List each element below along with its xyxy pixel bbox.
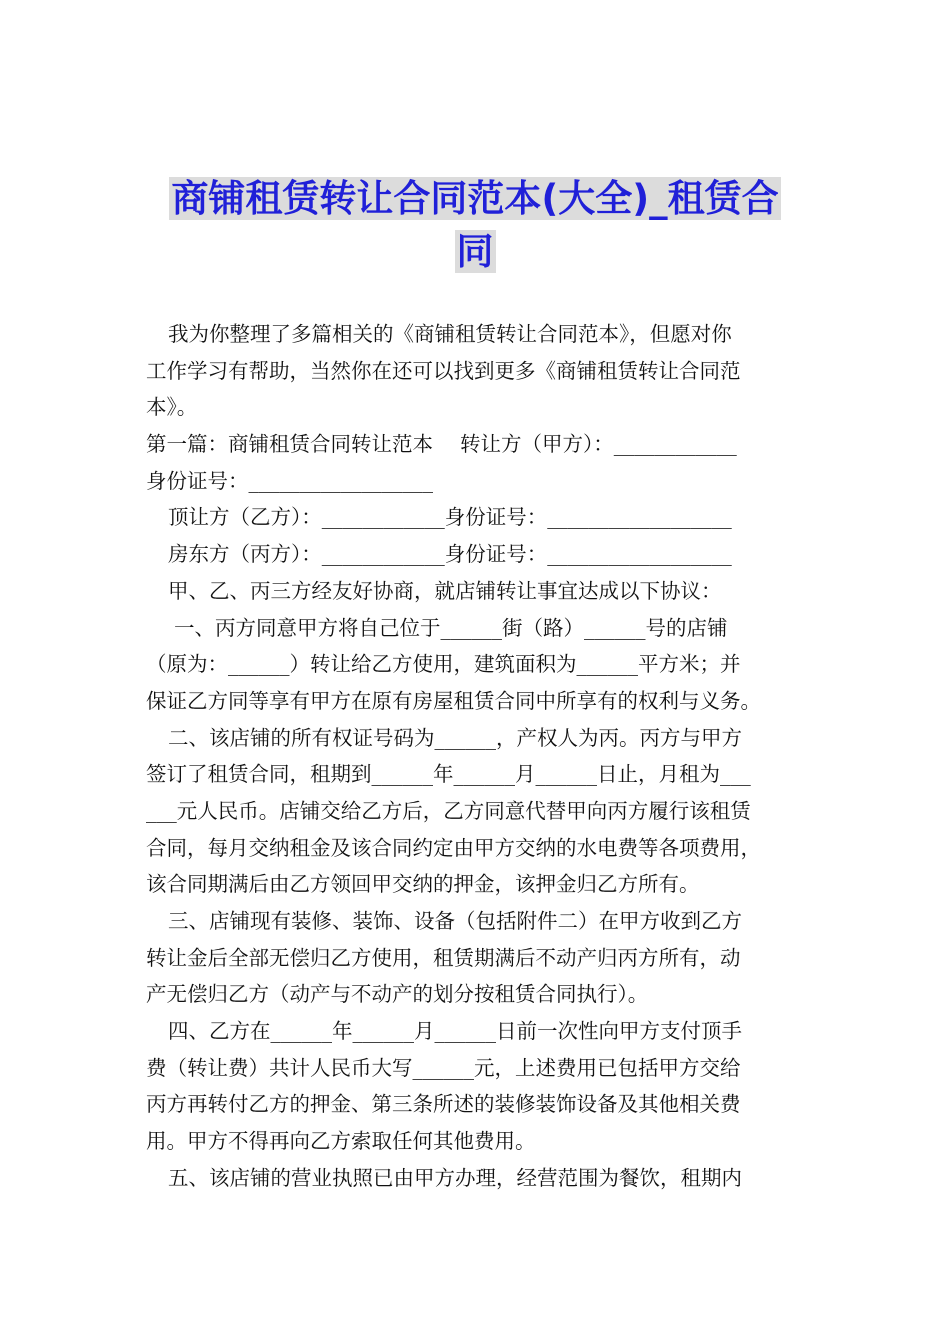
paragraph-line: 身份证号：__________________ xyxy=(146,468,433,493)
paragraph-line: 二、该店铺的所有权证号码为______，产权人为丙。丙方与甲方 xyxy=(168,725,742,750)
document-body xyxy=(146,316,810,1197)
paragraph-line: 保证乙方同等享有甲方在原有房屋租赁合同中所享有的权利与义务。 xyxy=(146,688,761,713)
paragraph-line: 五、该店铺的营业执照已由甲方办理，经营范围为餐饮，租期内 xyxy=(168,1165,742,1190)
paragraph-line: 该合同期满后由乙方领回甲交纳的押金，该押金归乙方所有。 xyxy=(146,872,700,897)
paragraph-line: 四、乙方在______年______月______日前一次性向甲方支付顶手 xyxy=(168,1019,742,1044)
paragraph-line: 工作学习有帮助，当然你在还可以找到更多《商铺租赁转让合同范 xyxy=(146,358,741,383)
paragraph-line: ___元人民币。店铺交给乙方后，乙方同意代替甲向丙方履行该租赁 xyxy=(146,798,751,823)
paragraph-line: 用。甲方不得再向乙方索取任何其他费用。 xyxy=(146,1129,536,1154)
paragraph-line: 顶让方（乙方）：____________身份证号：__________________ xyxy=(168,505,732,530)
paragraph-line: 签订了租赁合同，租期到______年______月______日止，月租为___ xyxy=(146,762,751,787)
paragraph-line: （原为：______）转让给乙方使用，建筑面积为______平方米；并 xyxy=(146,652,741,677)
paragraph-line: 转让金后全部无偿归乙方使用，租赁期满后不动产归丙方所有，动 xyxy=(146,945,741,970)
paragraph-line: 我为你整理了多篇相关的《商铺租赁转让合同范本》，但愿对你 xyxy=(168,322,732,346)
paragraph-line: 第一篇：商铺租赁合同转让范本 转让方（甲方）：____________ xyxy=(146,432,737,457)
paragraph-line: 丙方再转付乙方的押金、第三条所述的装修装饰设备及其他相关费 xyxy=(146,1092,741,1117)
paragraph-line: 房东方（丙方）：____________身份证号：__________________ xyxy=(168,542,732,567)
document-title xyxy=(150,172,800,278)
paragraph-line: 一、丙方同意甲方将自己位于______街（路）______号的店铺 xyxy=(174,615,728,640)
paragraph-line: 费（转让费）共计人民币大写______元，上述费用已包括甲方交给 xyxy=(146,1055,741,1080)
paragraph-line: 产无偿归乙方（动产与不动产的划分按租赁合同执行）。 xyxy=(146,982,649,1007)
title-line-2: 同 xyxy=(456,230,494,273)
paragraph-line: 合同，每月交纳租金及该合同约定由甲方交纳的水电费等各项费用， xyxy=(146,835,761,860)
paragraph-line: 本》。 xyxy=(146,395,198,420)
paragraph-line: 三、店铺现有装修、装饰、设备（包括附件二）在甲方收到乙方 xyxy=(168,909,742,933)
paragraph-line: 甲、乙、丙三方经友好协商，就店铺转让事宜达成以下协议： xyxy=(168,578,722,603)
title-line-1: 商铺租赁转让合同范本(大全)_租赁合 xyxy=(171,177,779,220)
